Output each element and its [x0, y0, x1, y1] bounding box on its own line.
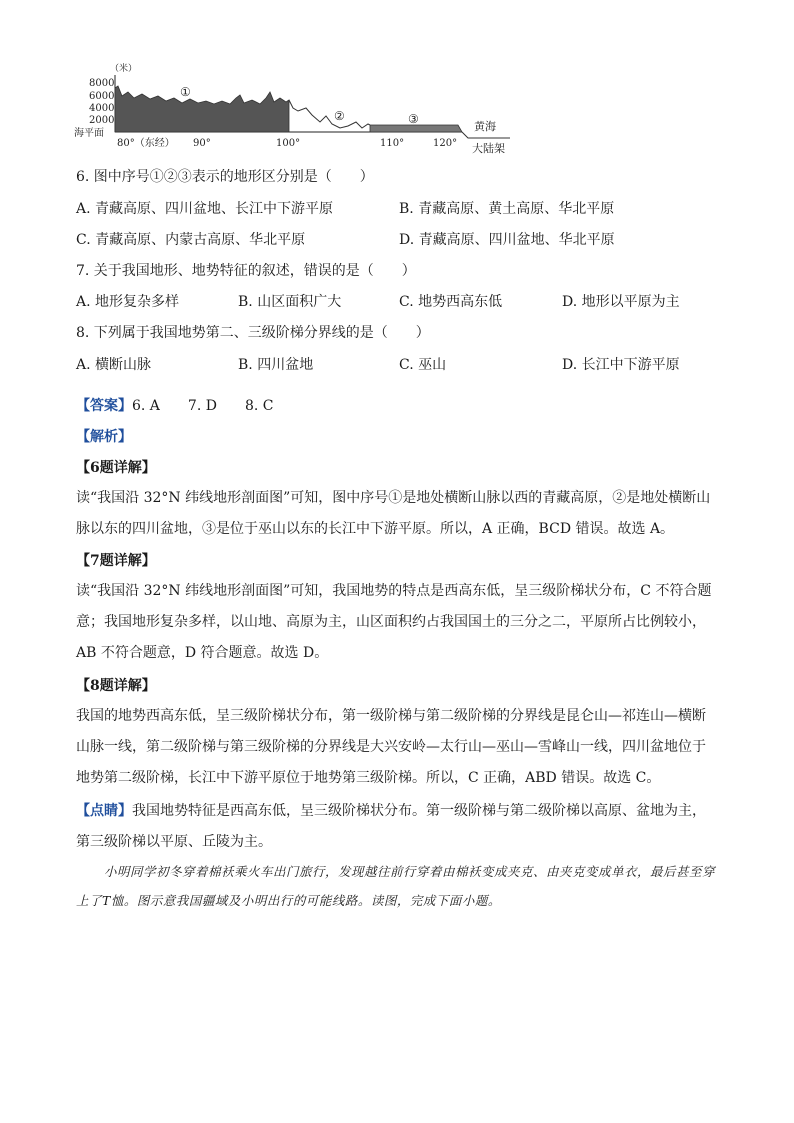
sea-label: 黄海 [474, 120, 496, 133]
detail-6-text: 读“我国沿 32°N 纬线地形剖面图”可知，图中序号①是地处横断山脉以西的青藏高原，②是地处横断山脉以东的四川盆地，③是位于巫山以东的长江中下游平原。所以，A 正确，BCD 错误。故选 A。 [76, 490, 711, 537]
y-tick-8000: 8000 [89, 78, 115, 89]
y-tick-2000: 2000 [89, 115, 115, 126]
answer-values: 6. A 7. D 8. C [132, 398, 274, 414]
detail-6-title: 【6题详解】 [76, 460, 156, 476]
q7-stem: 7. 关于我国地形、地势特征的叙述，错误的是（ ） [76, 263, 416, 279]
shelf-label: 大陆架 [472, 142, 505, 155]
tibet-plateau-area [115, 86, 289, 132]
eastern-profile-line [289, 100, 370, 128]
detail-7-title: 【7题详解】 [76, 553, 156, 569]
q8-option-c: C. 巫山 [399, 357, 447, 373]
q7-option-b: B. 山区面积广大 [238, 294, 342, 310]
q8-option-b: B. 四川盆地 [238, 357, 314, 373]
q8-option-d: D. 长江中下游平原 [562, 357, 680, 373]
detail-7-text: 读“我国沿 32°N 纬线地形剖面图”可知，我国地势的特点是西高东低，呈三级阶梯状分布，C 不符合题意；我国地形复杂多样，以山地、高原为主，山区面积约占我国国土的三分之二，平原所占比例较小，AB 不符合题意，D 符合题意。故选 D。 [76, 583, 712, 661]
x-tick-100: 100° [276, 138, 301, 149]
tip-text: 我国地势特征是西高东低，呈三级阶梯状分布。第一级阶梯与第二级阶梯以高原、盆地为主，第三级阶梯以平原、丘陵为主。 [76, 803, 706, 850]
x-tick-90: 90° [193, 138, 211, 149]
x-tick-110: 110° [380, 138, 405, 149]
y-tick-6000: 6000 [89, 91, 115, 102]
q6-option-d: D. 青藏高原、四川盆地、华北平原 [399, 232, 615, 248]
detail-8-text: 我国的地势西高东低，呈三级阶梯状分布，第一级阶梯与第二级阶梯的分界线是昆仑山—祁连山—横断山脉一线，第二级阶梯与第三级阶梯的分界线是大兴安岭—太行山—巫山—雪峰山一线，四川盆地位于地势第二级阶梯，长江中下游平原位于地势第三级阶梯。所以，C 正确，ABD 错误。故选 C。 [76, 708, 706, 786]
q7-option-a: A. 地形复杂多样 [76, 294, 180, 310]
answer-tag: 【答案】 [76, 398, 132, 414]
q7-option-d: D. 地形以平原为主 [562, 294, 680, 310]
q8-option-a: A. 横断山脉 [76, 357, 152, 373]
detail-8-title: 【8题详解】 [76, 678, 156, 694]
analysis-heading: 【解析】 [76, 429, 132, 445]
q6-option-a: A. 青藏高原、四川盆地、长江中下游平原 [76, 201, 334, 217]
tip-tag: 【点睛】 [76, 803, 132, 819]
next-question-intro: 小明同学初冬穿着棉袄乘火车出门旅行，发现越往前行穿着由棉袄变成夹克、由夹克变成单衣，最后甚至穿上了T恤。图示意我国疆域及小明出行的可能线路。读图，完成下面小题。 [76, 864, 716, 908]
q7-option-c: C. 地势西高东低 [399, 294, 503, 310]
terrain-profile-figure [70, 58, 520, 158]
answer-line [76, 396, 273, 416]
tip-paragraph [76, 796, 716, 858]
q6-option-c: C. 青藏高原、内蒙古高原、华北平原 [76, 232, 306, 248]
region-mark-3: ③ [408, 112, 419, 126]
x-tick-80: 80°（东经） [117, 138, 175, 149]
x-tick-120: 120° [433, 138, 458, 149]
yangtze-plain-area [370, 125, 462, 132]
y-tick-4000: 4000 [89, 103, 115, 114]
region-mark-2: ② [334, 109, 345, 123]
q6-option-b: B. 青藏高原、黄土高原、华北平原 [399, 201, 615, 217]
region-mark-1: ① [180, 85, 191, 99]
q6-stem: 6. 图中序号①②③表示的地形区分别是（ ） [76, 169, 374, 185]
q8-stem: 8. 下列属于我国地势第二、三级阶梯分界线的是（ ） [76, 325, 430, 341]
sea-level-label: 海平面 [74, 128, 104, 139]
y-axis-unit: （米） [110, 64, 138, 74]
